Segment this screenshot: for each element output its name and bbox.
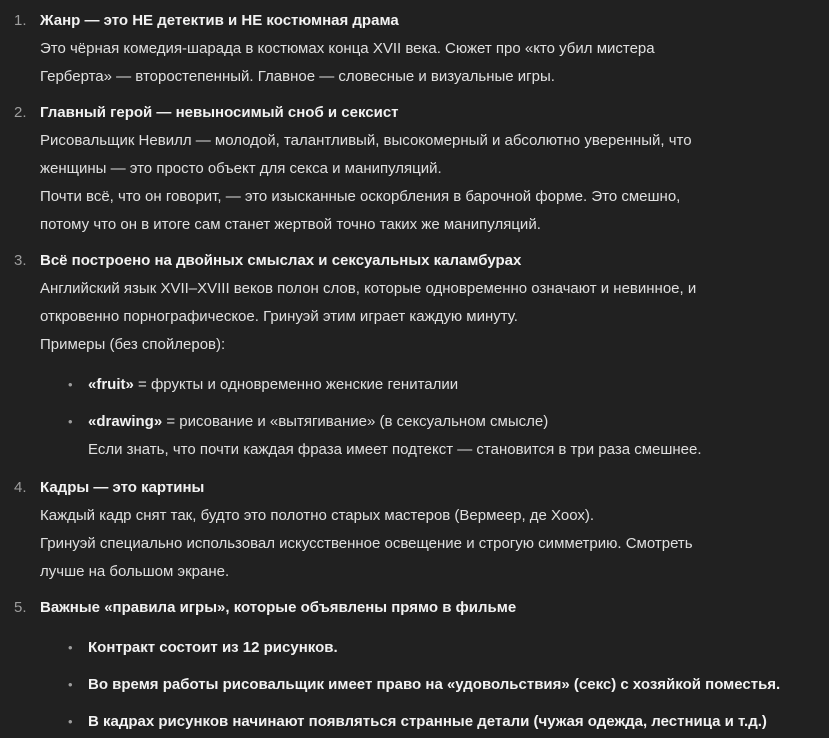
item-text-line: женщины — это просто объект для секса и манипуляций. — [40, 160, 442, 177]
bullet-text — [88, 634, 818, 662]
list-item — [14, 7, 819, 91]
bullet-item — [40, 671, 818, 699]
item-title: Важные «правила игры», которые объявлены прямо в фильме — [40, 599, 517, 616]
bullet-text — [88, 671, 818, 699]
bullet-item — [40, 708, 818, 736]
item-text-line: Герберта» — второстепенный. Главное — словесные и визуальные игры. — [40, 68, 555, 85]
bullet-rule: Контракт состоит из 12 рисунков. — [88, 639, 338, 656]
sub-bullet-list — [40, 634, 818, 738]
bullet-item — [40, 408, 818, 464]
item-text-line: потому что он в итоге сам станет жертвой точно таких же манипуляций. — [40, 216, 541, 233]
item-number: 5. — [14, 599, 27, 616]
bullet-dot-icon: • — [68, 414, 73, 429]
bullet-note-line: Если знать, что почти каждая фраза имеет подтекст — становится в три раза смешнее. — [88, 441, 702, 458]
bullet-term: «fruit» — [88, 376, 134, 393]
sub-bullet-list — [40, 371, 818, 466]
item-content — [40, 594, 818, 738]
item-number: 2. — [14, 104, 27, 121]
item-text-line: Рисовальщик Невилл — молодой, талантливый, высокомерный и абсолютно уверенный, что — [40, 132, 692, 149]
item-content — [40, 247, 818, 466]
bullet-item — [40, 634, 818, 662]
list-item — [14, 474, 819, 586]
bullet-text — [88, 708, 818, 736]
item-text-line: Каждый кадр снят так, будто это полотно старых мастеров (Вермеер, де Хоох). — [40, 507, 595, 524]
bullet-dot-icon: • — [68, 714, 73, 729]
item-title: Главный герой — невыносимый сноб и сексист — [40, 104, 399, 121]
item-content — [40, 474, 818, 586]
list-item — [14, 594, 819, 738]
item-text-line: откровенно порнографическое. Гринуэй этим играет каждую минуту. — [40, 308, 518, 325]
item-content — [40, 7, 818, 91]
bullet-text — [88, 371, 818, 399]
bullet-definition: = рисование и «вытягивание» (в сексуальном смысле) — [162, 413, 549, 430]
bullet-item — [40, 371, 818, 399]
item-text-line: Это чёрная комедия-шарада в костюмах конца XVII века. Сюжет про «кто убил мистера — [40, 40, 655, 57]
item-text-line: Примеры (без спойлеров): — [40, 336, 226, 353]
bullet-rule: В кадрах рисунков начинают появляться странные детали (чужая одежда, лестница и т.д.) — [88, 713, 767, 730]
item-number: 4. — [14, 479, 27, 496]
item-title: Жанр — это НЕ детектив и НЕ костюмная драма — [40, 12, 399, 29]
bullet-definition: = фрукты и одновременно женские гениталии — [133, 376, 459, 393]
bullet-text — [88, 408, 818, 464]
list-item — [14, 99, 819, 239]
item-title: Всё построено на двойных смыслах и сексуальных каламбурах — [40, 252, 522, 269]
list-item — [14, 247, 819, 466]
item-number: 3. — [14, 252, 27, 269]
item-text-line: Гринуэй специально использовал искусственное освещение и строгую симметрию. Смотреть — [40, 535, 693, 552]
bullet-dot-icon: • — [68, 677, 73, 692]
item-number: 1. — [14, 12, 27, 29]
item-text-line: лучше на большом экране. — [40, 563, 230, 580]
item-text-line: Почти всё, что он говорит, — это изысканные оскорбления в барочной форме. Это смешно, — [40, 188, 681, 205]
item-title: Кадры — это картины — [40, 479, 205, 496]
item-text-line: Английский язык XVII–XVIII веков полон слов, которые одновременно означают и невинное, и — [40, 280, 697, 297]
bullet-dot-icon: • — [68, 640, 73, 655]
bullet-term: «drawing» — [88, 413, 163, 430]
bullet-rule: Во время работы рисовальщик имеет право на «удовольствия» (секс) с хозяйкой поместья. — [88, 676, 781, 693]
item-content — [40, 99, 818, 239]
bullet-dot-icon: • — [68, 377, 73, 392]
